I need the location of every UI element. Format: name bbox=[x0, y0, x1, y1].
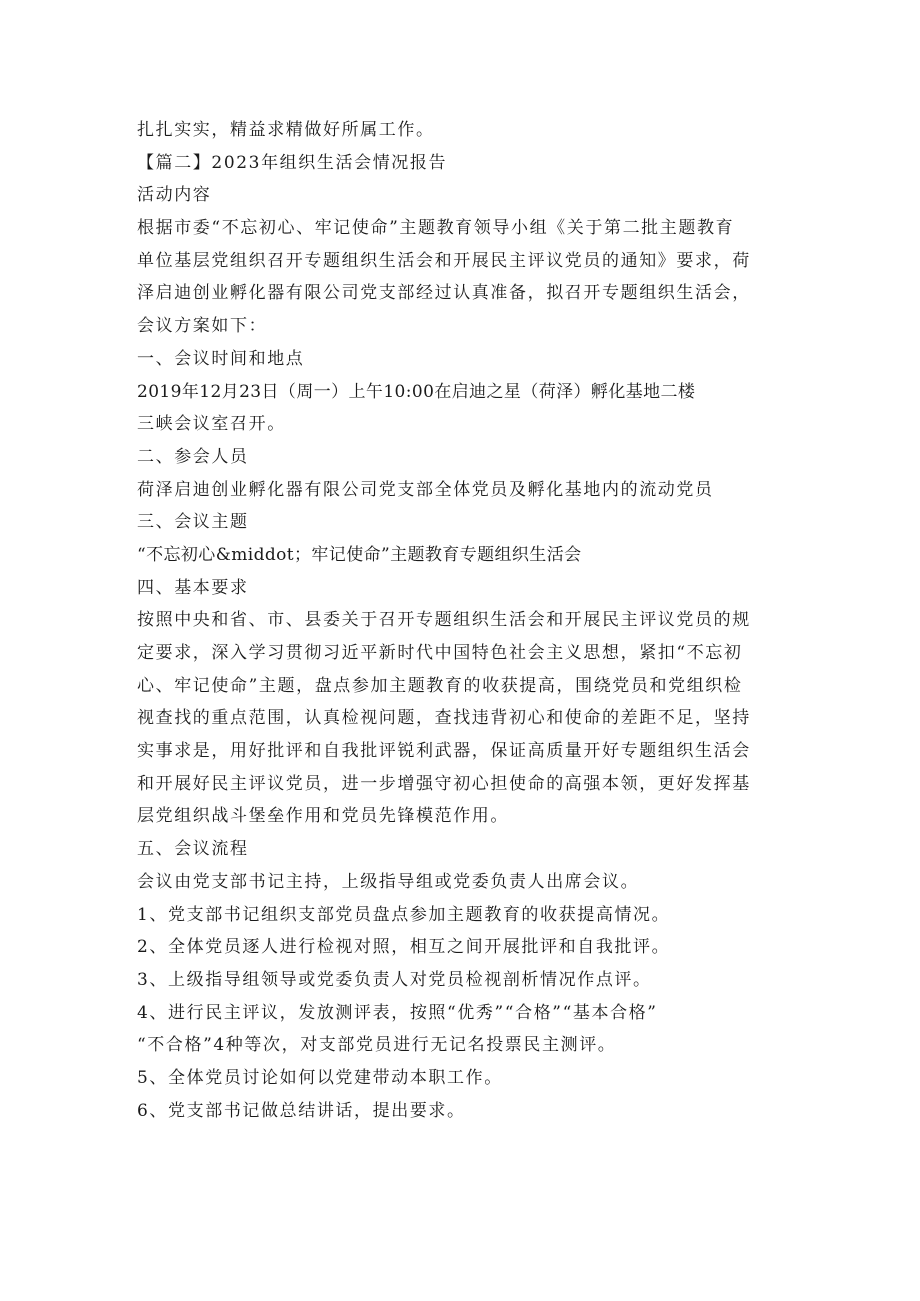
text-line: 泽启迪创业孵化器有限公司党支部经过认真准备，拟召开专题组织生活会， bbox=[137, 283, 751, 304]
text-line: 会议方案如下： bbox=[137, 316, 268, 337]
text-line: 视查找的重点范围，认真检视问题，查找违背初心和使命的差距不足，坚持 bbox=[137, 708, 751, 729]
text-line: 活动内容 bbox=[137, 185, 212, 206]
text-line: 单位基层党组织召开专题组织生活会和开展民主评议党员的通知》要求，荷 bbox=[137, 250, 751, 271]
section-heading: 五、会议流程 bbox=[137, 839, 249, 860]
text-line: 心、牢记使命”主题，盘点参加主题教育的收获提高，围绕党员和党组织检 bbox=[137, 675, 743, 696]
list-item: 5、全体党员讨论如何以党建带动本职工作。 bbox=[137, 1067, 503, 1088]
section-heading: 二、参会人员 bbox=[137, 446, 249, 467]
text-line: 2019年12月23日（周一）上午10:00在启迪之星（荷泽）孵化基地二楼 bbox=[137, 381, 696, 402]
text-line: “不忘初心&middot；牢记使命”主题教育专题组织生活会 bbox=[137, 544, 582, 565]
text-line: 按照中央和省、市、县委关于召开专题组织生活会和开展民主评议党员的规 bbox=[137, 610, 751, 631]
list-item: 1、党支部书记组织支部党员盘点参加主题教育的收获提高情况。 bbox=[137, 904, 671, 925]
document-body bbox=[137, 114, 797, 1127]
text-line: 和开展好民主评议党员，进一步增强守初心担使命的高强本领，更好发挥基 bbox=[137, 773, 751, 794]
list-item: 2、全体党员逐人进行检视对照，相互之间开展批评和自我批评。 bbox=[137, 937, 671, 958]
text-line: 扎扎实实，精益求精做好所属工作。 bbox=[137, 120, 435, 140]
list-item: 6、党支部书记做总结讲话，提出要求。 bbox=[137, 1100, 466, 1121]
section-heading: 三、会议主题 bbox=[137, 512, 249, 533]
text-line: 根据市委“不忘初心、牢记使命”主题教育领导小组《关于第二批主题教育 bbox=[137, 218, 735, 239]
text-line: 层党组织战斗堡垒作用和党员先锋模范作用。 bbox=[137, 806, 509, 827]
text-line: 会议由党支部书记主持，上级指导组或党委负责人出席会议。 bbox=[137, 871, 640, 892]
text-line: 荷泽启迪创业孵化器有限公司党支部全体党员及孵化基地内的流动党员 bbox=[137, 479, 714, 500]
text-line: “不合格”4种等次，对支部党员进行无记名投票民主测评。 bbox=[137, 1035, 617, 1056]
list-item: 4、进行民主评议，发放测评表，按照“优秀”“合格”“基本合格” bbox=[137, 1002, 658, 1023]
section-title: 【篇二】2023年组织生活会情况报告 bbox=[137, 152, 448, 173]
text-line: 定要求，深入学习贯彻习近平新时代中国特色社会主义思想，紧扣“不忘初 bbox=[137, 643, 743, 663]
section-heading: 四、基本要求 bbox=[137, 577, 249, 598]
list-item: 3、上级指导组领导或党委负责人对党员检视剖析情况作点评。 bbox=[137, 969, 652, 990]
text-line: 实事求是，用好批评和自我批评锐利武器，保证高质量开好专题组织生活会 bbox=[137, 741, 751, 762]
text-line: 三峡会议室召开。 bbox=[137, 414, 286, 435]
section-heading: 一、会议时间和地点 bbox=[137, 348, 305, 369]
